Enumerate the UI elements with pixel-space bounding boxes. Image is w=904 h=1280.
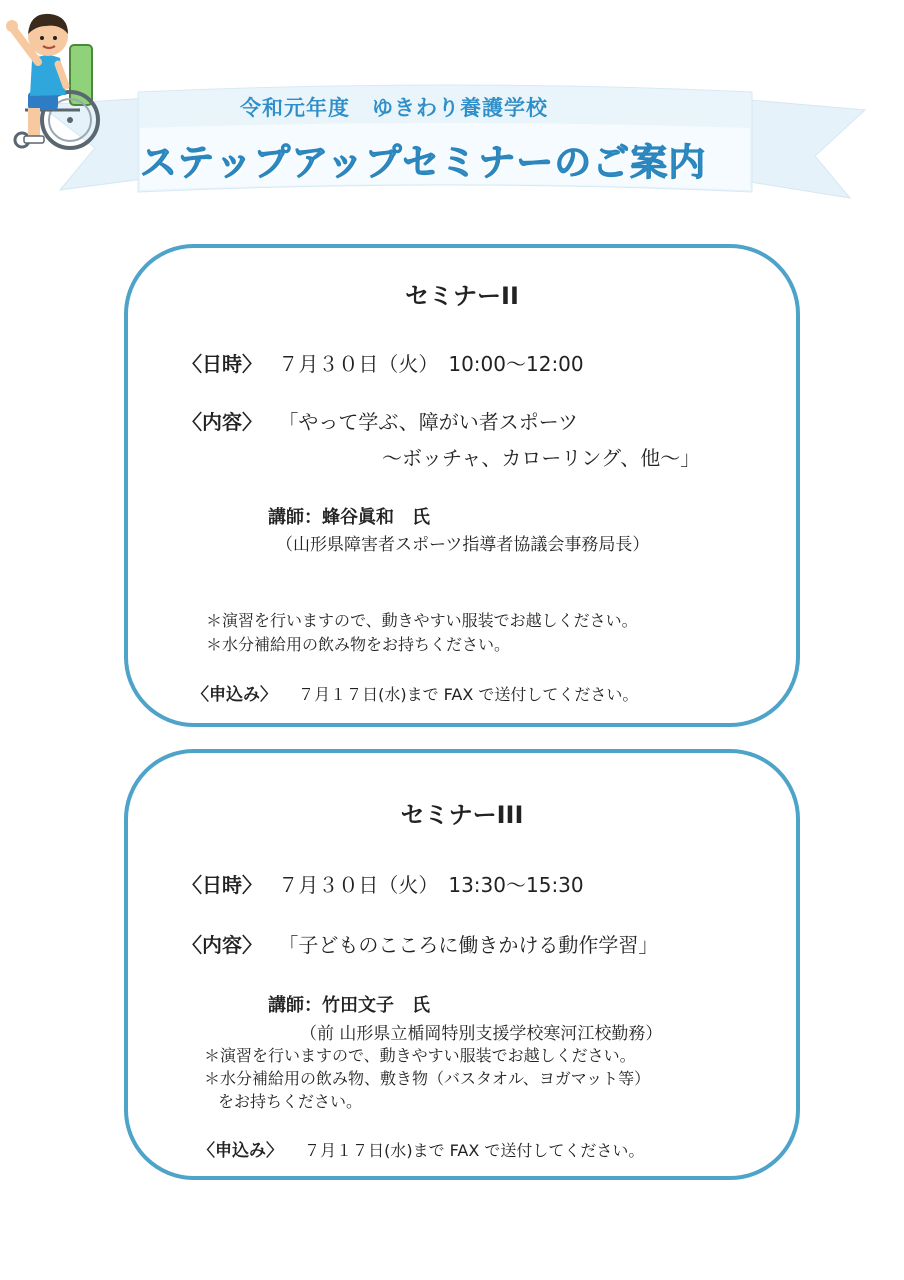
note-3: をお持ちください。 xyxy=(218,1092,363,1111)
note-2: ＊水分補給用の飲み物、敷き物（バスタオル、ヨガマット等） xyxy=(204,1069,651,1088)
content-line-1: 「子どものこころに働きかける動作学習」 xyxy=(278,933,659,957)
content-label: 〈内容〉 xyxy=(182,410,262,434)
apply-label: 〈申込み〉 xyxy=(198,1141,283,1161)
seminar-card-2 xyxy=(124,244,800,727)
content-line-1: 「やって学ぶ、障がい者スポーツ xyxy=(278,410,578,434)
banner-subtitle: 令和元年度 ゆきわり養護学校 xyxy=(240,96,548,120)
lecturer-name: 講師：蜂谷眞和 氏 xyxy=(268,507,430,528)
content-row xyxy=(182,929,658,958)
header-banner xyxy=(0,0,904,240)
date-label: 〈日時〉 xyxy=(182,873,262,897)
apply-text: ７月１７日(水)まで FAX で送付してください。 xyxy=(298,685,639,704)
content-line-2: ～ボッチャ、カローリング、他～」 xyxy=(382,446,701,470)
seminar-card-3 xyxy=(124,749,800,1180)
date-value: ７月３０日（火） 13:30～15:30 xyxy=(278,873,584,897)
apply-row xyxy=(192,680,638,705)
apply-text: ７月１７日(水)まで FAX で送付してください。 xyxy=(304,1141,645,1160)
banner-title: ステップアップセミナーのご案内 xyxy=(140,141,707,184)
note-2: ＊水分補給用の飲み物をお持ちください。 xyxy=(206,635,511,654)
content-label: 〈内容〉 xyxy=(182,933,262,957)
lecturer-name: 講師：竹田文子 氏 xyxy=(268,995,430,1016)
note-1: ＊演習を行いますので、動きやすい服装でお越しください。 xyxy=(206,611,638,630)
wheelchair-boy-illustration xyxy=(0,0,105,160)
date-value: ７月３０日（火） 10:00～12:00 xyxy=(278,352,584,376)
seminar-title: セミナーIII xyxy=(400,801,524,829)
date-row xyxy=(182,348,584,377)
seminar-title: セミナーII xyxy=(405,282,519,310)
lecturer-affiliation: （山形県障害者スポーツ指導者協議会事務局長） xyxy=(276,535,650,555)
apply-label: 〈申込み〉 xyxy=(192,685,277,705)
apply-row xyxy=(198,1136,644,1161)
content-row xyxy=(182,406,578,435)
note-1: ＊演習を行いますので、動きやすい服装でお越しください。 xyxy=(204,1046,636,1065)
lecturer-affiliation: （前 山形県立楯岡特別支援学校寒河江校勤務） xyxy=(300,1024,663,1044)
date-label: 〈日時〉 xyxy=(182,352,262,376)
date-row xyxy=(182,869,584,898)
